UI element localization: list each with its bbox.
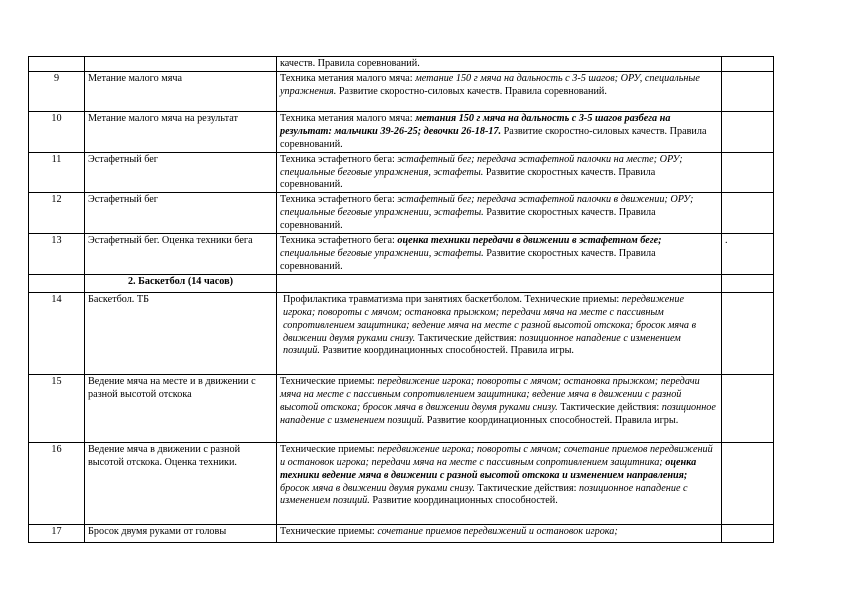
- content-text-segment: Развитие координационных способностей. Правила игры.: [424, 414, 679, 426]
- lesson-content: [277, 292, 722, 374]
- lesson-extra: [722, 71, 774, 111]
- lesson-extra: .: [722, 234, 774, 275]
- content-text-segment: Развитие координационных способностей.: [369, 495, 558, 507]
- lesson-extra: [722, 292, 774, 374]
- lesson-extra: [722, 442, 774, 524]
- lesson-content: [277, 524, 722, 542]
- lesson-number: 17: [29, 524, 85, 542]
- content-text-segment: оценка техники передачи в движении в эстафетном беге;: [397, 235, 662, 247]
- lesson-content: [277, 374, 722, 442]
- table-row: [29, 193, 774, 234]
- content-text-segment: позиционное нападение с изменением позиций.: [280, 482, 688, 507]
- table-row: [29, 374, 774, 442]
- content-text-segment: Технические приемы:: [280, 443, 378, 455]
- content-text-segment: передвижение игрока; повороты с мячом; остановка прыжком; передачи мяча на месте с пассивным сопротивлением защитника; ведение мяча в движении с разной высотой отскока; бросок мяча в движении двумя руками снизу.: [280, 375, 700, 413]
- lesson-number: [29, 57, 85, 72]
- table-row: [29, 292, 774, 374]
- content-text-segment: качеств. Правила соревнований.: [280, 58, 420, 69]
- lesson-content: [277, 442, 722, 524]
- content-text-segment: эстафетный бег; передача эстафетной палочки в движении; ОРУ; специальные беговые упражнении, эстафеты.: [280, 194, 694, 219]
- lesson-number: 12: [29, 193, 85, 234]
- lesson-content: [277, 111, 722, 152]
- content-text-segment: Техника эстафетного бега:: [280, 194, 398, 206]
- lesson-content: [277, 152, 722, 193]
- content-text-segment: Технические приемы:: [280, 525, 378, 537]
- lesson-extra: [722, 111, 774, 152]
- lesson-number: 15: [29, 374, 85, 442]
- content-text-segment: Развитие скоростных качеств. Правила соревнований.: [280, 166, 656, 191]
- table-row: [29, 442, 774, 524]
- content-text-segment: передвижение игрока; повороты с мячом; сочетание приемов передвижений и остановок игрока; передачи мяча на месте с пассивным сопротивлением защитника;: [280, 443, 713, 468]
- content-text-segment: эстафетный бег; передача эстафетной палочки на месте; ОРУ; специальные беговые упражнения, эстафеты.: [280, 153, 683, 178]
- lesson-extra: [722, 57, 774, 72]
- content-text-segment: Тактические действия:: [557, 401, 662, 413]
- section-header-row: [29, 274, 774, 292]
- section-title: 2. Баскетбол (14 часов): [85, 274, 277, 292]
- table-row: [29, 111, 774, 152]
- lesson-content: [277, 193, 722, 234]
- content-text-segment: оценка техники ведение мяча в движении с разной высотой отскока и изменением направления;: [280, 456, 697, 481]
- table-row: [29, 71, 774, 111]
- lesson-title: Ведение мяча в движении с разной высотой отскока. Оценка техники.: [85, 442, 277, 524]
- lesson-number: 16: [29, 442, 85, 524]
- content-text-segment: бросок мяча в движении двумя руками снизу.: [280, 482, 475, 494]
- content-text-segment: передвижение игрока; повороты с мячом; остановка прыжком; передачи мяча на месте с пассивным сопротивлением защитника; ведение мяча на месте с разной высотой отскока; бросок мяча в движении двумя руками снизу.: [283, 293, 696, 344]
- lesson-title: Бросок двумя руками от головы: [85, 524, 277, 542]
- lesson-extra: [722, 152, 774, 193]
- lesson-title: Метание малого мяча на результат: [85, 111, 277, 152]
- content-text-segment: Развитие скоростных качеств. Правила соревнований.: [280, 207, 656, 232]
- lesson-title: Баскетбол. ТБ: [85, 292, 277, 374]
- lesson-extra: [722, 193, 774, 234]
- lesson-title: Эстафетный бег: [85, 193, 277, 234]
- table-row: [29, 57, 774, 72]
- table-row: [29, 234, 774, 275]
- lesson-title: [85, 57, 277, 72]
- content-text-segment: метание 150 г мяча на дальность с 3-5 шагов; ОРУ, специальные упражнения.: [280, 72, 700, 97]
- content-text-segment: Тактические действия:: [415, 332, 520, 344]
- lesson-content: [277, 71, 722, 111]
- lesson-title: Эстафетный бег. Оценка техники бега: [85, 234, 277, 275]
- lesson-extra: [722, 524, 774, 542]
- lesson-title: Метание малого мяча: [85, 71, 277, 111]
- lesson-number: 10: [29, 111, 85, 152]
- content-text-segment: метания 150 г мяча на дальность с 3-5 шагов разбега на результат: мальчики 39-26-25; девочки 26-18-17.: [280, 112, 671, 137]
- content-text-segment: специальные беговые упражнении, эстафеты.: [280, 247, 484, 259]
- table-row: [29, 524, 774, 542]
- table-row: [29, 152, 774, 193]
- content-text-segment: Тактические действия:: [474, 482, 579, 494]
- content-text-segment: Техника эстафетного бега:: [280, 153, 398, 165]
- lesson-plan-table: [28, 56, 774, 543]
- content-text-segment: Развитие скоростных качеств. Правила соревнований.: [280, 247, 656, 272]
- content-text-segment: сочетание приемов передвижений и остановок игрока;: [377, 525, 618, 537]
- lesson-content: [277, 234, 722, 275]
- section-number-cell: [29, 274, 85, 292]
- content-text-segment: позиционное нападение с изменением позиций.: [283, 332, 681, 357]
- section-extra-cell: [722, 274, 774, 292]
- lesson-number: 13: [29, 234, 85, 275]
- lesson-content: [277, 57, 722, 72]
- content-text-segment: Техника эстафетного бега:: [280, 235, 398, 247]
- lesson-title: Ведение мяча на месте и в движении с разной высотой отскока: [85, 374, 277, 442]
- content-text-segment: позиционное нападение с изменением позиций.: [280, 401, 716, 426]
- lesson-extra: [722, 374, 774, 442]
- content-text-segment: Техника метания малого мяча:: [280, 112, 416, 124]
- content-text-segment: Технические приемы:: [280, 375, 378, 387]
- content-text-segment: Развитие скоростно-силовых качеств. Правила соревнований.: [280, 125, 707, 150]
- lesson-title: Эстафетный бег: [85, 152, 277, 193]
- content-text-segment: Профилактика травматизма при занятиях баскетболом. Технические приемы:: [283, 293, 622, 305]
- section-content-cell: [277, 274, 722, 292]
- content-text-segment: Развитие координационных способностей. Правила игры.: [319, 345, 574, 357]
- content-text-segment: Развитие скоростно-силовых качеств. Правила соревнований.: [336, 85, 607, 97]
- lesson-plan-body: [29, 57, 774, 543]
- lesson-number: 14: [29, 292, 85, 374]
- lesson-number: 11: [29, 152, 85, 193]
- lesson-number: 9: [29, 71, 85, 111]
- content-text-segment: Техника метания малого мяча:: [280, 72, 416, 84]
